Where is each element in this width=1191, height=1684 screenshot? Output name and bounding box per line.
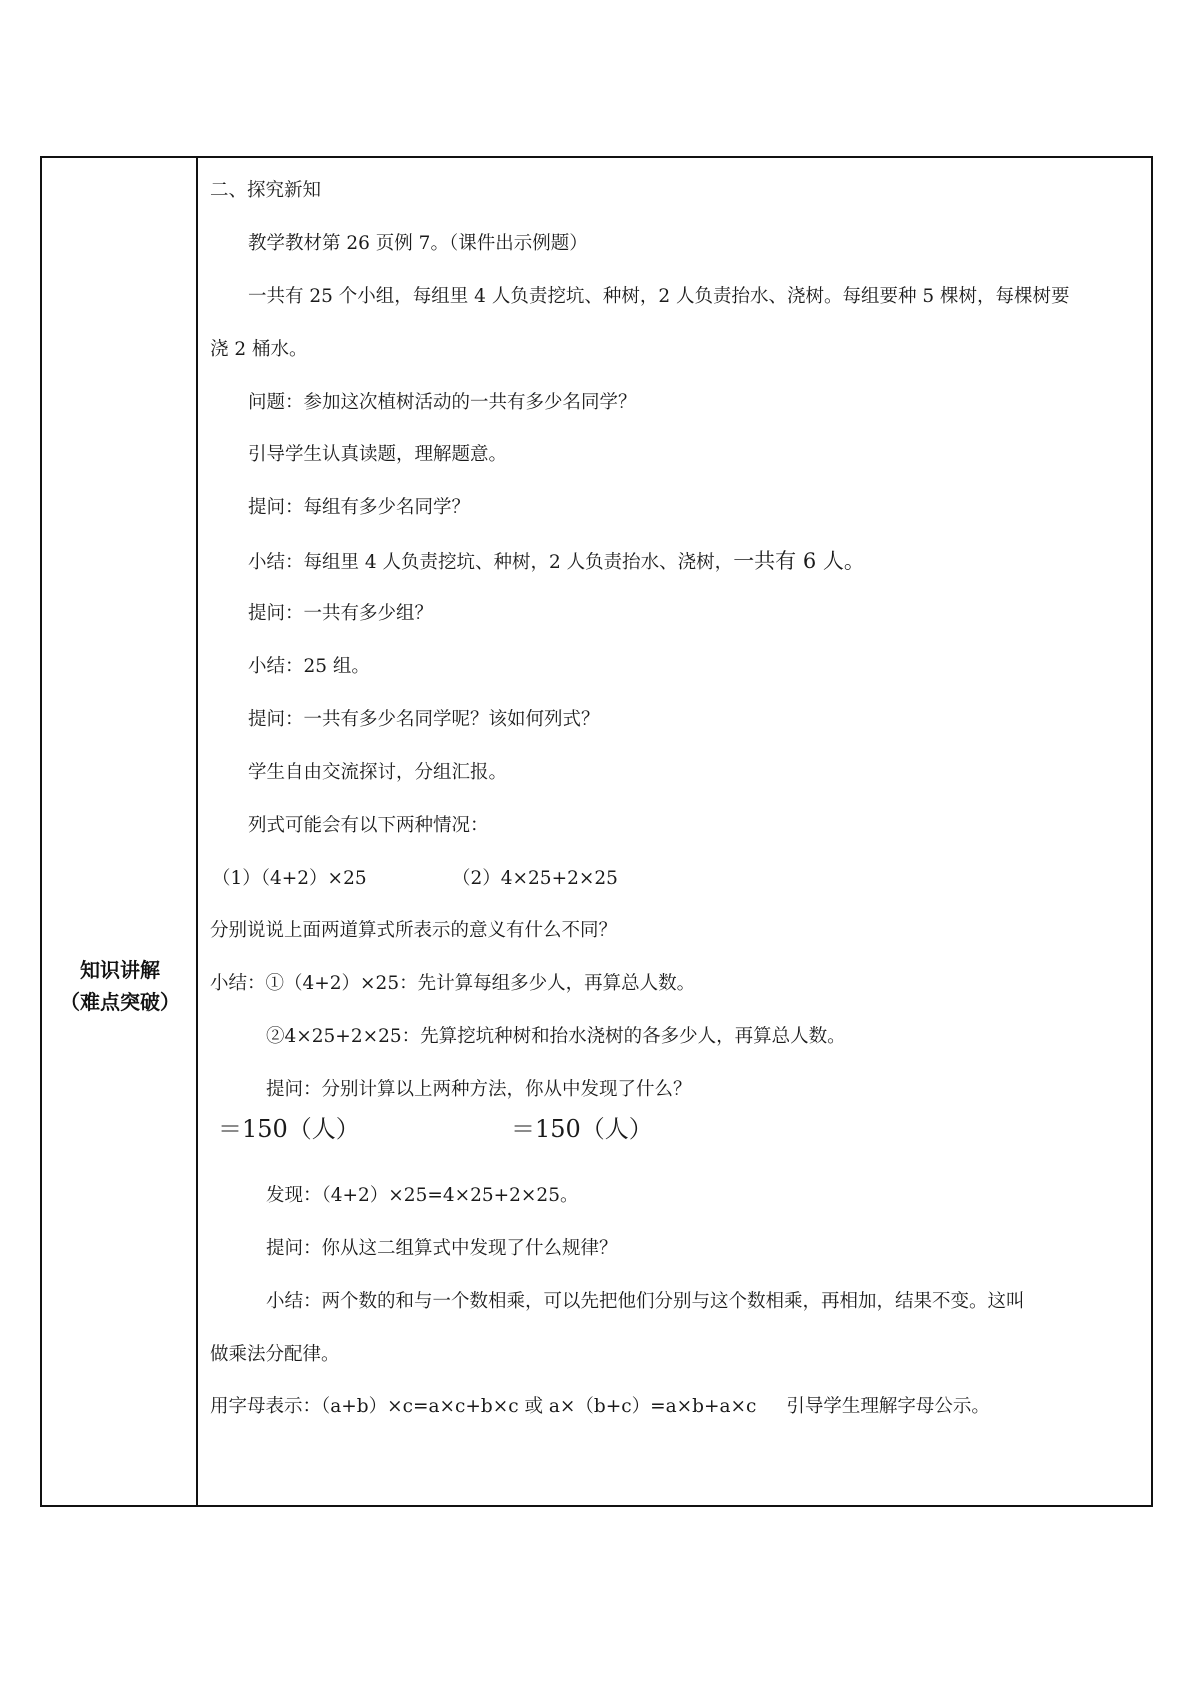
paragraph: 问题：参加这次植树活动的一共有多少名同学？: [248, 392, 637, 413]
paragraph: 小结：①（4+2）×25：先计算每组多少人，再算总人数。: [210, 973, 696, 994]
paragraph: 提问：你从这二组算式中发现了什么规律？: [266, 1238, 618, 1259]
paragraph: 浇 2 桶水。: [210, 339, 308, 360]
paragraph: 引导学生认真读题，理解题意。: [248, 444, 508, 465]
paragraph-emphasis: 一共有 6 人。: [733, 549, 865, 573]
paragraph: ②4×25+2×25：先算挖坑种树和抬水浇树的各多少人，再算总人数。: [266, 1026, 846, 1047]
section-label: [42, 954, 198, 1018]
lesson-table: [40, 156, 1153, 1507]
section-label-line1: 知识讲解: [80, 958, 160, 982]
formula-1: （1）（4+2）×25: [212, 868, 367, 889]
paragraph: 提问：每组有多少名同学？: [248, 497, 471, 518]
paragraph: [248, 548, 865, 576]
paragraph: 小结：25 组。: [248, 656, 370, 677]
section-label-cell: [42, 158, 198, 1505]
paragraph: 做乘法分配律。: [210, 1344, 340, 1365]
paragraph: 小结：两个数的和与一个数相乘，可以先把他们分别与这个数相乘，再相加，结果不变。这叫: [266, 1291, 1025, 1312]
paragraph: 学生自由交流探讨，分组汇报。: [248, 762, 508, 783]
result-1: ＝150（人）: [218, 1115, 360, 1143]
section-heading: 二、探究新知: [210, 180, 322, 201]
content-cell: [198, 158, 1151, 1505]
paragraph: 提问：一共有多少名同学呢？该如何列式？: [248, 709, 600, 730]
formula-letters: 用字母表示：（a+b）×c=a×c+b×c 或 a×（b+c）=a×b+a×c: [210, 1396, 757, 1417]
paragraph-main: 小结：每组里 4 人负责挖坑、种树，2 人负责抬水、浇树，: [248, 552, 734, 573]
paragraph: 列式可能会有以下两种情况：: [248, 815, 489, 836]
paragraph: [210, 1394, 990, 1420]
section-label-line2: （难点突破）: [60, 990, 180, 1014]
paragraph: 提问：一共有多少组？: [248, 603, 434, 624]
paragraph: 提问：分别计算以上两种方法，你从中发现了什么？: [266, 1079, 692, 1100]
paragraph: 发现：（4+2）×25=4×25+2×25。: [266, 1185, 579, 1206]
formula-2: （2）4×25+2×25: [452, 868, 618, 889]
paragraph: 教学教材第 26 页例 7。（课件出示例题）: [248, 233, 588, 254]
result-2: ＝150（人）: [511, 1115, 653, 1143]
paragraph: 一共有 25 个小组，每组里 4 人负责挖坑、种树，2 人负责抬水、浇树。每组要种 5 棵树，每棵树要: [248, 286, 1070, 307]
guidance-note: 引导学生理解字母公示。: [786, 1396, 990, 1417]
paragraph: 分别说说上面两道算式所表示的意义有什么不同？: [210, 920, 618, 941]
